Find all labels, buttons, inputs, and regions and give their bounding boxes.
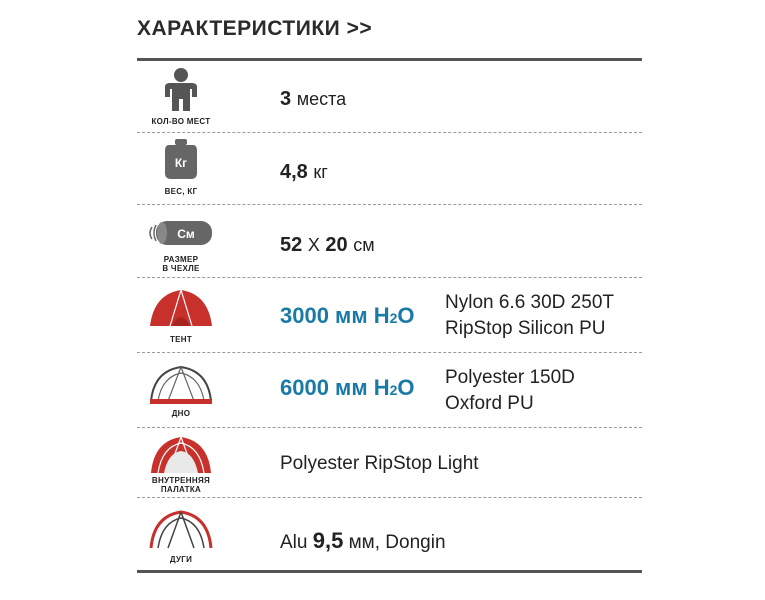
row-caption: ВЕС, КГ — [164, 187, 198, 196]
floor-tail: O — [397, 375, 415, 400]
spec-row-capacity — [137, 61, 642, 133]
capacity-value — [280, 88, 346, 111]
weight-unit: кг — [313, 162, 328, 182]
fly-sub: 2 — [389, 310, 398, 326]
fly-tail: O — [397, 303, 415, 328]
row-caption: ДУГИ — [169, 555, 193, 564]
size-diameter: 20 — [325, 234, 348, 256]
spec-row-floor — [137, 353, 642, 428]
caption-line-1: ВНУТРЕННЯЯ — [151, 476, 211, 485]
icon-cell — [137, 133, 225, 205]
capacity-number: 3 — [280, 88, 292, 110]
caption-line-2: ПАЛАТКА — [160, 485, 202, 494]
capacity-unit: места — [296, 89, 347, 109]
bag-icon — [148, 217, 214, 249]
fly-mm: 3000 мм H — [280, 303, 390, 328]
icon-cell — [137, 498, 225, 570]
weight-number: 4,8 — [280, 161, 308, 183]
floor-mm: 6000 мм H — [280, 375, 390, 400]
tent-fly-icon — [148, 286, 214, 328]
page-title: ХАРАКТЕРИСТИКИ >> — [137, 17, 373, 40]
bottom-divider — [137, 570, 642, 573]
size-times: X — [307, 235, 320, 255]
spec-row-size — [137, 205, 642, 278]
row-caption: ДНО — [171, 409, 191, 418]
fly-material-line-2: RipStop Silicon PU — [445, 318, 606, 339]
poles-value — [280, 528, 446, 554]
poles-material: Alu — [280, 532, 313, 553]
size-length: 52 — [280, 234, 303, 256]
row-caption — [137, 255, 225, 273]
spec-row-inner-tent — [137, 428, 642, 498]
poles-diameter: 9,5 — [312, 528, 344, 553]
size-value — [280, 234, 375, 257]
caption-line-1: РАЗМЕР — [163, 255, 199, 264]
bag-icon-label: См — [177, 227, 195, 241]
spec-row-weight — [137, 133, 642, 205]
floor-material-line-2: Oxford PU — [445, 393, 534, 414]
icon-cell — [137, 61, 225, 133]
icon-cell — [137, 353, 225, 428]
poles-brand: мм, Dongin — [343, 532, 446, 553]
row-caption: КОЛ-ВО МЕСТ — [151, 117, 211, 126]
floor-material-line-1: Polyester 150D — [445, 367, 575, 388]
row-caption: ТЕНТ — [169, 335, 193, 344]
fly-material-line-1: Nylon 6.6 30D 250T — [445, 292, 614, 313]
row-caption — [137, 476, 225, 494]
tent-floor-icon — [148, 363, 214, 405]
fly-waterproof-value — [280, 303, 415, 329]
spec-row-fly — [137, 278, 642, 353]
size-unit: см — [353, 235, 375, 255]
floor-sub: 2 — [389, 382, 398, 398]
icon-cell — [137, 278, 225, 353]
icon-cell — [137, 205, 225, 278]
caption-line-2: В ЧЕХЛЕ — [162, 264, 200, 273]
fly-material — [445, 290, 614, 342]
weight-value — [280, 161, 328, 184]
weight-icon-label: Кг — [174, 156, 188, 170]
inner-tent-icon — [148, 433, 214, 475]
poles-icon — [148, 506, 214, 550]
spec-row-poles — [137, 498, 642, 570]
floor-material — [445, 365, 575, 417]
floor-waterproof-value — [280, 375, 415, 401]
weight-icon — [163, 139, 199, 179]
person-icon — [161, 67, 201, 113]
inner-tent-material: Polyester RipStop Light — [280, 453, 479, 474]
icon-cell — [137, 428, 225, 498]
